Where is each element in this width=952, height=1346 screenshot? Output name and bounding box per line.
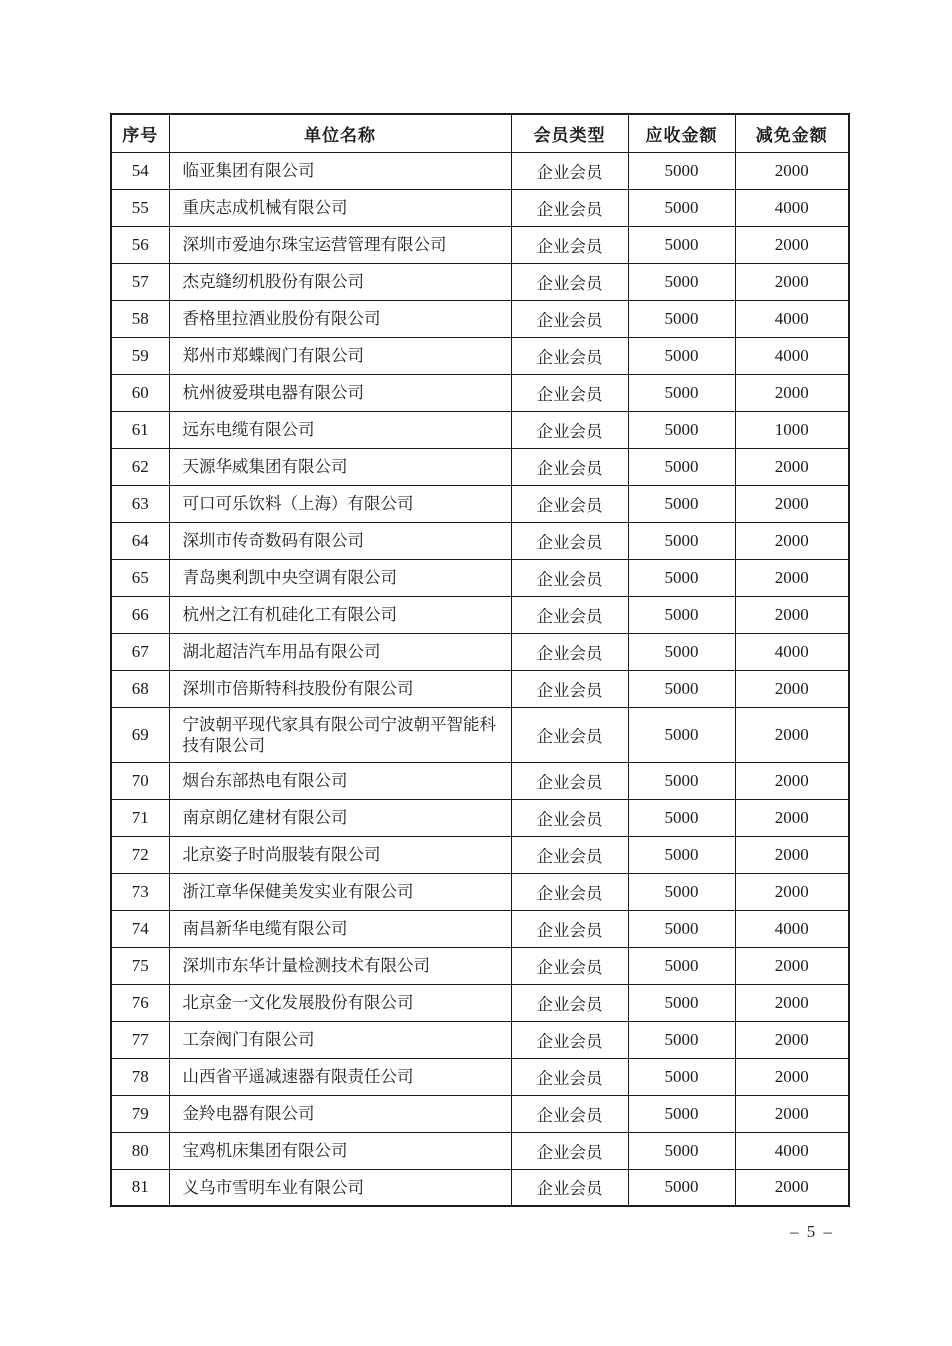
cell-reduction-amount: 4000 xyxy=(735,633,849,670)
cell-member-type: 企业会员 xyxy=(511,799,628,836)
table-row xyxy=(111,1169,849,1206)
cell-member-type: 企业会员 xyxy=(511,300,628,337)
cell-reduction-amount: 2000 xyxy=(735,522,849,559)
cell-serial-number: 61 xyxy=(111,411,169,448)
cell-serial-number: 79 xyxy=(111,1095,169,1132)
cell-member-type: 企业会员 xyxy=(511,1095,628,1132)
cell-company-name: 深圳市爱迪尔珠宝运营管理有限公司 xyxy=(169,226,511,263)
cell-serial-number: 69 xyxy=(111,707,169,762)
cell-member-type: 企业会员 xyxy=(511,762,628,799)
cell-member-type: 企业会员 xyxy=(511,947,628,984)
cell-reduction-amount: 2000 xyxy=(735,374,849,411)
page-number: – 5 – xyxy=(790,1222,834,1241)
cell-reduction-amount: 2000 xyxy=(735,836,849,873)
cell-reduction-amount: 2000 xyxy=(735,485,849,522)
cell-member-type: 企业会员 xyxy=(511,189,628,226)
cell-company-name: 北京金一文化发展股份有限公司 xyxy=(169,984,511,1021)
cell-serial-number: 73 xyxy=(111,873,169,910)
cell-company-name: 深圳市倍斯特科技股份有限公司 xyxy=(169,670,511,707)
cell-due-amount: 5000 xyxy=(628,633,735,670)
cell-member-type: 企业会员 xyxy=(511,337,628,374)
cell-reduction-amount: 4000 xyxy=(735,189,849,226)
cell-member-type: 企业会员 xyxy=(511,559,628,596)
cell-company-name: 深圳市传奇数码有限公司 xyxy=(169,522,511,559)
table-row xyxy=(111,984,849,1021)
cell-serial-number: 60 xyxy=(111,374,169,411)
header-cell-due: 应收金额 xyxy=(628,114,735,152)
table-row xyxy=(111,670,849,707)
cell-company-name: 杭州彼爱琪电器有限公司 xyxy=(169,374,511,411)
cell-reduction-amount: 2000 xyxy=(735,448,849,485)
cell-reduction-amount: 2000 xyxy=(735,152,849,189)
cell-due-amount: 5000 xyxy=(628,947,735,984)
cell-company-name: 杭州之江有机硅化工有限公司 xyxy=(169,596,511,633)
table-row xyxy=(111,263,849,300)
cell-due-amount: 5000 xyxy=(628,1095,735,1132)
cell-reduction-amount: 2000 xyxy=(735,1058,849,1095)
cell-due-amount: 5000 xyxy=(628,448,735,485)
cell-serial-number: 68 xyxy=(111,670,169,707)
cell-serial-number: 56 xyxy=(111,226,169,263)
table-row xyxy=(111,448,849,485)
cell-due-amount: 5000 xyxy=(628,873,735,910)
cell-member-type: 企业会员 xyxy=(511,1021,628,1058)
cell-member-type: 企业会员 xyxy=(511,226,628,263)
table-row xyxy=(111,762,849,799)
cell-serial-number: 74 xyxy=(111,910,169,947)
cell-due-amount: 5000 xyxy=(628,670,735,707)
cell-reduction-amount: 2000 xyxy=(735,1021,849,1058)
cell-serial-number: 55 xyxy=(111,189,169,226)
table-row xyxy=(111,189,849,226)
cell-reduction-amount: 2000 xyxy=(735,1169,849,1206)
cell-due-amount: 5000 xyxy=(628,522,735,559)
table-row xyxy=(111,836,849,873)
cell-company-name: 金羚电器有限公司 xyxy=(169,1095,511,1132)
cell-due-amount: 5000 xyxy=(628,1132,735,1169)
cell-serial-number: 80 xyxy=(111,1132,169,1169)
cell-member-type: 企业会员 xyxy=(511,374,628,411)
cell-member-type: 企业会员 xyxy=(511,411,628,448)
cell-serial-number: 65 xyxy=(111,559,169,596)
cell-due-amount: 5000 xyxy=(628,226,735,263)
header-cell-type: 会员类型 xyxy=(511,114,628,152)
cell-member-type: 企业会员 xyxy=(511,910,628,947)
header-row xyxy=(111,114,849,152)
cell-reduction-amount: 2000 xyxy=(735,947,849,984)
cell-company-name: 深圳市东华计量检测技术有限公司 xyxy=(169,947,511,984)
cell-member-type: 企业会员 xyxy=(511,984,628,1021)
cell-reduction-amount: 2000 xyxy=(735,226,849,263)
cell-due-amount: 5000 xyxy=(628,1169,735,1206)
cell-company-name: 可口可乐饮料（上海）有限公司 xyxy=(169,485,511,522)
cell-member-type: 企业会员 xyxy=(511,873,628,910)
cell-serial-number: 67 xyxy=(111,633,169,670)
cell-reduction-amount: 2000 xyxy=(735,596,849,633)
table-row xyxy=(111,873,849,910)
cell-reduction-amount: 2000 xyxy=(735,799,849,836)
cell-member-type: 企业会员 xyxy=(511,633,628,670)
cell-company-name: 香格里拉酒业股份有限公司 xyxy=(169,300,511,337)
cell-company-name: 浙江章华保健美发实业有限公司 xyxy=(169,873,511,910)
table-row xyxy=(111,559,849,596)
cell-reduction-amount: 4000 xyxy=(735,1132,849,1169)
table-row xyxy=(111,1058,849,1095)
cell-member-type: 企业会员 xyxy=(511,1169,628,1206)
cell-due-amount: 5000 xyxy=(628,1058,735,1095)
cell-member-type: 企业会员 xyxy=(511,522,628,559)
cell-reduction-amount: 2000 xyxy=(735,1095,849,1132)
cell-serial-number: 57 xyxy=(111,263,169,300)
cell-member-type: 企业会员 xyxy=(511,670,628,707)
cell-reduction-amount: 2000 xyxy=(735,670,849,707)
table-row xyxy=(111,633,849,670)
cell-reduction-amount: 4000 xyxy=(735,910,849,947)
cell-company-name: 南京朗亿建材有限公司 xyxy=(169,799,511,836)
table-row xyxy=(111,707,849,762)
table-row xyxy=(111,1095,849,1132)
table-row xyxy=(111,300,849,337)
cell-company-name: 重庆志成机械有限公司 xyxy=(169,189,511,226)
cell-member-type: 企业会员 xyxy=(511,485,628,522)
cell-serial-number: 59 xyxy=(111,337,169,374)
cell-reduction-amount: 2000 xyxy=(735,984,849,1021)
cell-due-amount: 5000 xyxy=(628,152,735,189)
cell-member-type: 企业会员 xyxy=(511,152,628,189)
cell-serial-number: 66 xyxy=(111,596,169,633)
cell-due-amount: 5000 xyxy=(628,485,735,522)
table-row xyxy=(111,596,849,633)
cell-due-amount: 5000 xyxy=(628,910,735,947)
cell-due-amount: 5000 xyxy=(628,559,735,596)
header-cell-name: 单位名称 xyxy=(169,114,511,152)
cell-company-name: 天源华威集团有限公司 xyxy=(169,448,511,485)
cell-due-amount: 5000 xyxy=(628,984,735,1021)
cell-serial-number: 64 xyxy=(111,522,169,559)
table-row xyxy=(111,374,849,411)
cell-due-amount: 5000 xyxy=(628,411,735,448)
cell-due-amount: 5000 xyxy=(628,707,735,762)
table-row xyxy=(111,337,849,374)
cell-member-type: 企业会员 xyxy=(511,596,628,633)
cell-due-amount: 5000 xyxy=(628,1021,735,1058)
cell-member-type: 企业会员 xyxy=(511,707,628,762)
table-row xyxy=(111,799,849,836)
cell-member-type: 企业会员 xyxy=(511,263,628,300)
cell-serial-number: 54 xyxy=(111,152,169,189)
cell-company-name: 南昌新华电缆有限公司 xyxy=(169,910,511,947)
cell-due-amount: 5000 xyxy=(628,263,735,300)
header-cell-no: 序号 xyxy=(111,114,169,152)
cell-serial-number: 70 xyxy=(111,762,169,799)
cell-company-name: 烟台东部热电有限公司 xyxy=(169,762,511,799)
table-row xyxy=(111,1021,849,1058)
cell-serial-number: 78 xyxy=(111,1058,169,1095)
cell-reduction-amount: 2000 xyxy=(735,559,849,596)
cell-company-name: 宁波朝平现代家具有限公司宁波朝平智能科技有限公司 xyxy=(169,707,511,762)
header-cell-reduction: 减免金额 xyxy=(735,114,849,152)
cell-company-name: 青岛奥利凯中央空调有限公司 xyxy=(169,559,511,596)
cell-due-amount: 5000 xyxy=(628,762,735,799)
cell-serial-number: 76 xyxy=(111,984,169,1021)
membership-fee-table xyxy=(110,113,850,1207)
cell-serial-number: 71 xyxy=(111,799,169,836)
cell-member-type: 企业会员 xyxy=(511,1132,628,1169)
cell-reduction-amount: 1000 xyxy=(735,411,849,448)
cell-serial-number: 77 xyxy=(111,1021,169,1058)
table-row xyxy=(111,522,849,559)
cell-company-name: 郑州市郑蝶阀门有限公司 xyxy=(169,337,511,374)
cell-due-amount: 5000 xyxy=(628,337,735,374)
cell-due-amount: 5000 xyxy=(628,836,735,873)
cell-company-name: 远东电缆有限公司 xyxy=(169,411,511,448)
cell-company-name: 工奈阀门有限公司 xyxy=(169,1021,511,1058)
cell-serial-number: 75 xyxy=(111,947,169,984)
cell-serial-number: 81 xyxy=(111,1169,169,1206)
table-row xyxy=(111,485,849,522)
cell-due-amount: 5000 xyxy=(628,374,735,411)
cell-due-amount: 5000 xyxy=(628,300,735,337)
cell-company-name: 义乌市雪明车业有限公司 xyxy=(169,1169,511,1206)
cell-reduction-amount: 4000 xyxy=(735,300,849,337)
cell-due-amount: 5000 xyxy=(628,189,735,226)
cell-company-name: 宝鸡机床集团有限公司 xyxy=(169,1132,511,1169)
cell-company-name: 山西省平遥减速器有限责任公司 xyxy=(169,1058,511,1095)
cell-company-name: 临亚集团有限公司 xyxy=(169,152,511,189)
cell-member-type: 企业会员 xyxy=(511,1058,628,1095)
table-row xyxy=(111,947,849,984)
table-row xyxy=(111,910,849,947)
table-row xyxy=(111,1132,849,1169)
cell-company-name: 杰克缝纫机股份有限公司 xyxy=(169,263,511,300)
cell-reduction-amount: 2000 xyxy=(735,263,849,300)
cell-serial-number: 72 xyxy=(111,836,169,873)
table-row xyxy=(111,226,849,263)
cell-reduction-amount: 2000 xyxy=(735,707,849,762)
cell-due-amount: 5000 xyxy=(628,596,735,633)
cell-reduction-amount: 2000 xyxy=(735,873,849,910)
table-row xyxy=(111,411,849,448)
cell-serial-number: 62 xyxy=(111,448,169,485)
cell-company-name: 湖北超洁汽车用品有限公司 xyxy=(169,633,511,670)
cell-due-amount: 5000 xyxy=(628,799,735,836)
cell-member-type: 企业会员 xyxy=(511,448,628,485)
cell-member-type: 企业会员 xyxy=(511,836,628,873)
cell-serial-number: 58 xyxy=(111,300,169,337)
table-row xyxy=(111,152,849,189)
cell-reduction-amount: 4000 xyxy=(735,337,849,374)
cell-company-name: 北京姿子时尚服装有限公司 xyxy=(169,836,511,873)
cell-serial-number: 63 xyxy=(111,485,169,522)
cell-reduction-amount: 2000 xyxy=(735,762,849,799)
